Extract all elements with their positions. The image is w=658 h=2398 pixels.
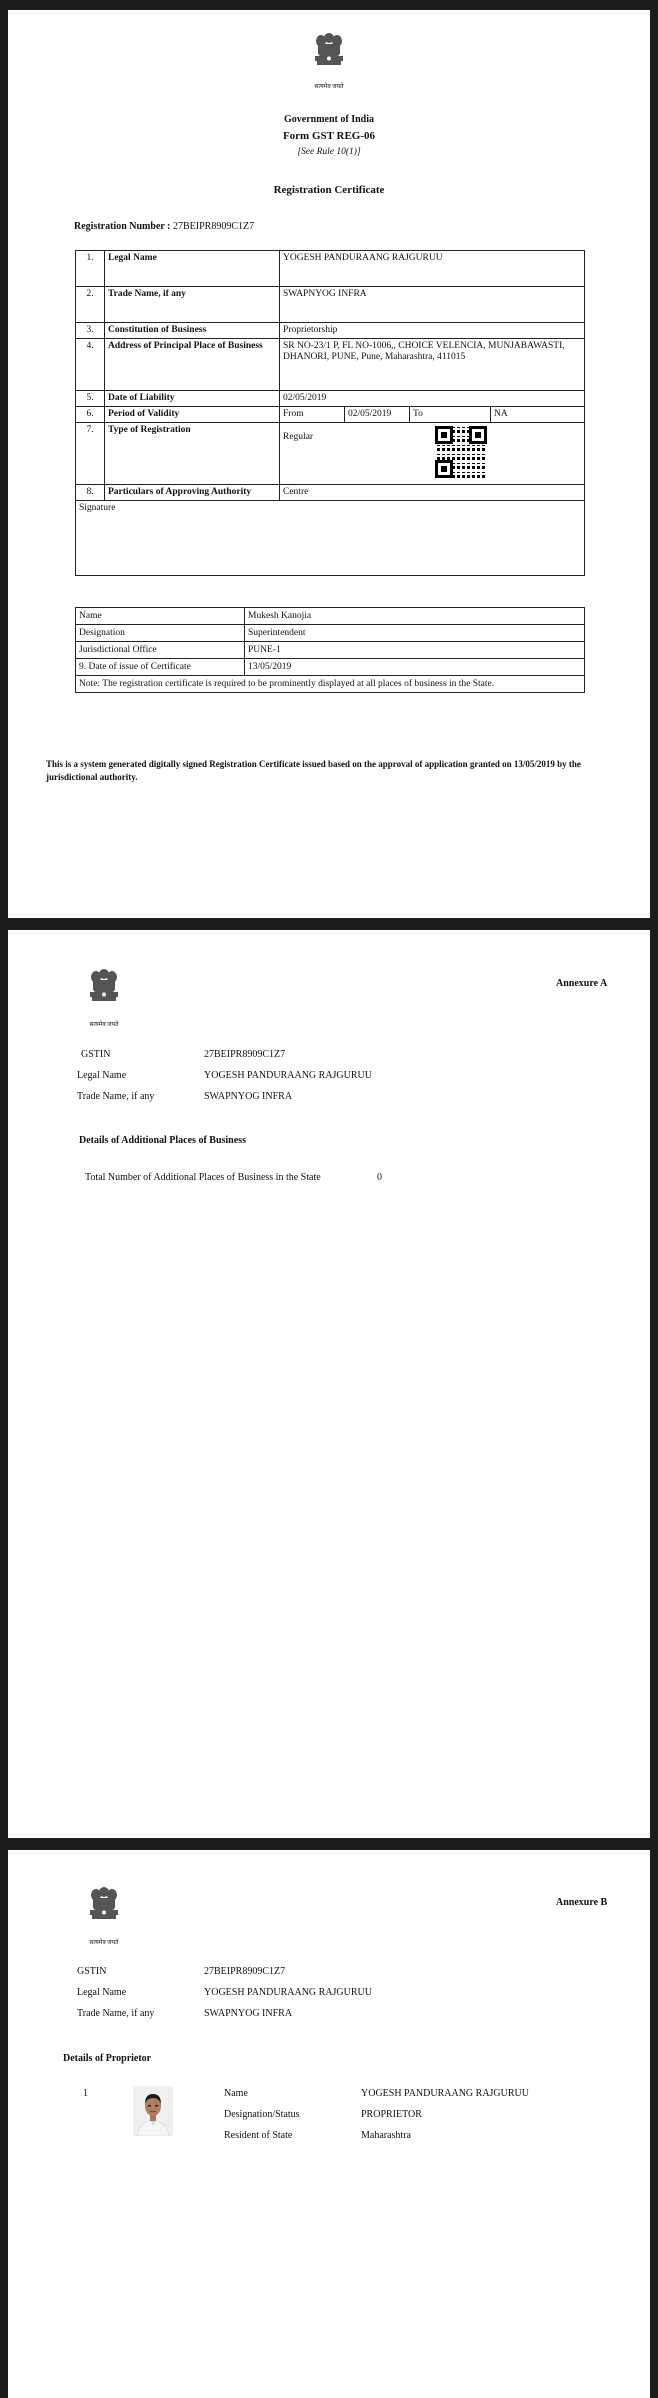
emblem-caption: सत्यमेव जयते xyxy=(89,1022,119,1028)
proprietor-name-value: YOGESH PANDURAANG RAJGURUU xyxy=(361,2088,529,2099)
table-row: 7. Type of Registration Regular xyxy=(76,423,585,485)
additional-places-count: 0 xyxy=(377,1172,382,1183)
table-row: Jurisdictional Office PUNE-1 xyxy=(76,642,585,659)
proprietor-name-label: Name xyxy=(224,2088,248,2099)
resident-state-value: Maharashtra xyxy=(361,2130,411,2141)
emblem-caption: सत्यमेव जयते xyxy=(89,1940,119,1946)
designation-value: PROPRIETOR xyxy=(361,2109,422,2120)
national-emblem-icon xyxy=(84,966,124,1018)
gstin-value: 27BEIPR8909C1Z7 xyxy=(204,1049,286,1060)
national-emblem-icon xyxy=(309,30,349,82)
signature-row: Signature xyxy=(76,501,585,576)
trade-name-value: SWAPNYOG INFRA xyxy=(204,2008,293,2019)
designation-label: Designation/Status xyxy=(224,2109,300,2120)
form-title: Form GST REG-06 xyxy=(282,130,376,142)
gstin-label: GSTIN xyxy=(81,1049,111,1060)
annexure-b-page xyxy=(8,1850,650,2398)
trade-name-value: SWAPNYOG INFRA xyxy=(204,1091,293,1102)
resident-state-label: Resident of State xyxy=(224,2130,293,2141)
table-row: 3. Constitution of Business Proprietorship xyxy=(76,323,585,339)
person-photo-icon xyxy=(133,2086,173,2136)
trade-name-label: Trade Name, if any xyxy=(77,2008,155,2019)
emblem-caption: सत्यमेव जयते xyxy=(314,84,344,90)
table-row: 1. Legal Name YOGESH PANDURAANG RAJGURUU xyxy=(76,251,585,287)
table-row: Designation Superintendent xyxy=(76,625,585,642)
annexure-label: Annexure B xyxy=(556,1897,608,1908)
system-generated-footer: This is a system generated digitally signed Registration Certificate issued based on the approval of application granted on 13/05/2019 by the jurisdictional authority. xyxy=(46,759,581,782)
registration-number: Registration Number : 27BEIPR8909C1Z7 xyxy=(74,221,255,232)
legal-name-value: YOGESH PANDURAANG RAJGURUU xyxy=(204,1987,372,1998)
government-title: Government of India xyxy=(284,114,374,125)
table-row: 2. Trade Name, if any SWAPNYOG INFRA xyxy=(76,287,585,323)
proprietor-photo xyxy=(133,2086,173,2136)
certificate-heading: Registration Certificate xyxy=(273,184,385,196)
section-heading: Details of Additional Places of Business xyxy=(79,1135,246,1146)
qr-code-icon xyxy=(435,426,487,478)
trade-name-label: Trade Name, if any xyxy=(77,1091,155,1102)
legal-name-label: Legal Name xyxy=(77,1987,127,1998)
national-emblem-icon xyxy=(84,1884,124,1936)
registration-details-table xyxy=(75,250,585,576)
table-row: Note: The registration certificate is required to be prominently displayed at all places of business in the State. xyxy=(76,676,585,693)
approving-officer-table xyxy=(75,607,585,693)
annexure-a-page xyxy=(8,930,650,1838)
gstin-label: GSTIN xyxy=(77,1966,107,1977)
annexure-label: Annexure A xyxy=(556,978,608,989)
table-row: 6. Period of Validity From 02/05/2019 To NA xyxy=(76,407,585,423)
legal-name-label: Legal Name xyxy=(77,1070,127,1081)
table-row: 9. Date of issue of Certificate 13/05/2019 xyxy=(76,659,585,676)
table-row: 8. Particulars of Approving Authority Centre xyxy=(76,485,585,501)
certificate-page xyxy=(8,10,650,918)
table-row: 4. Address of Principal Place of Business SR NO-23/1 P, FL NO-1006,, CHOICE VELENCIA, MUNJABAWASTI, DHANORI, PUNE, Pune, Maharashtra, 411015 xyxy=(76,339,585,391)
section-heading: Details of Proprietor xyxy=(63,2053,152,2064)
rule-reference: [See Rule 10(1)] xyxy=(297,147,361,157)
table-row: Name Mukesh Kanojia xyxy=(76,608,585,625)
legal-name-value: YOGESH PANDURAANG RAJGURUU xyxy=(204,1070,372,1081)
proprietor-index: 1 xyxy=(83,2088,88,2099)
table-row: 5. Date of Liability 02/05/2019 xyxy=(76,391,585,407)
gstin-value: 27BEIPR8909C1Z7 xyxy=(204,1966,286,1977)
additional-places-label: Total Number of Additional Places of Business in the State xyxy=(85,1172,321,1183)
